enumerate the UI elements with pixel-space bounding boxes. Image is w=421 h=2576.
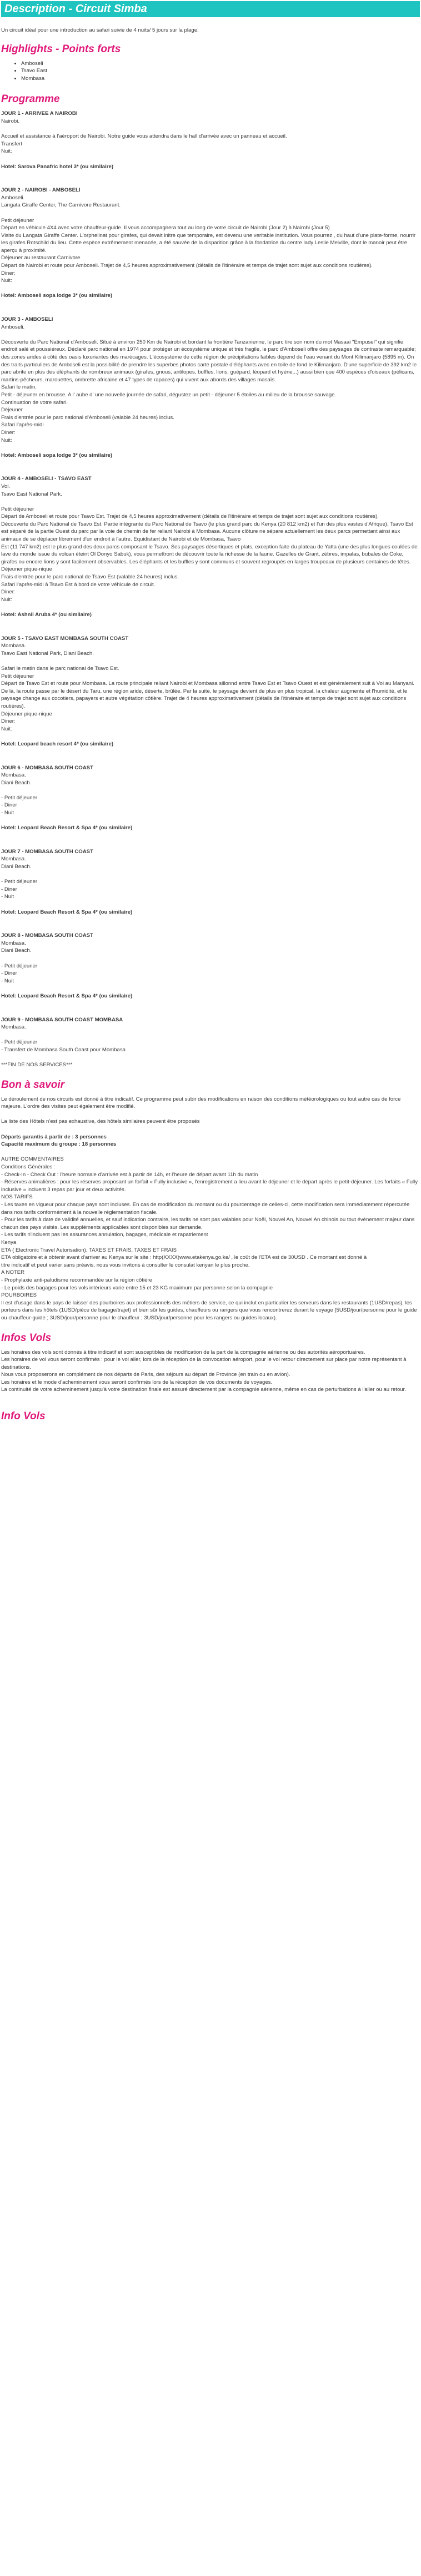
day-line: Diani Beach. xyxy=(1,864,32,870)
day-line: - Diner xyxy=(1,970,17,977)
day-hotel: Hotel: Amboseli sopa lodge 3* (ou similaire) xyxy=(1,452,113,458)
day-title: JOUR 7 - MOMBASA SOUTH COAST xyxy=(1,848,93,855)
day-hotel: Hotel: Sarova Panafric hotel 3* (ou similaire) xyxy=(1,163,114,170)
day-line: - Diner xyxy=(1,802,17,809)
programme-days xyxy=(1,110,420,1068)
day-line: - Petit déjeuner xyxy=(1,962,38,969)
day-line: Déjeuner pique-nique xyxy=(1,710,52,717)
comment-line: - Prophylaxie anti-paludisme recommandée sur la région côtière xyxy=(1,1277,152,1283)
day-hotel: Hotel: Leopard Beach Resort & Spa 4* (ou similaire) xyxy=(1,825,133,831)
day-line: Nuit: xyxy=(1,596,12,603)
day-line: Départ de Tsavo Est et route pour Mombasa. La route principale reliant Nairobi et Mombasa sillonnd entre Tsavo Est et Tsavo Ouest et est généralement suit à Voi au Manyani. De là, la route passe par le désert du Taru, une région aride, déserte, brûlée. Par la suite, le paysage devient de plus en plus tropical, la chaleur augmente et l'humidité, et le paysage change aux cocotiers, papayers et autre végétation côtière. Trajet de 4 heures approximativement (détails de l'itinéraire et temps de trajet sont sujet aux conditions routières). xyxy=(1,680,414,709)
comment-line: - Les taxes en vigueur pour chaque pays sont incluses. En cas de modification du montant ou du pourcentage de celles-ci, cette modification sera immédiatement répercutée dans nos tarifs conformément à la nouvelle réglementation fiscale. xyxy=(1,1202,410,1216)
day-line: - Diner xyxy=(1,886,17,893)
day-line: - Petit déjeuner xyxy=(1,794,38,801)
day-hotel: Hotel: Leopard Beach Resort & Spa 4* (ou similaire) xyxy=(1,992,133,999)
infos-vols-heading: Infos Vols xyxy=(1,1332,52,1344)
comment-line: - Le poids des bagages pour les vols intérieurs varie entre 15 et 23 KG maximum par personne selon la compagnie xyxy=(1,1284,273,1291)
day-line: Safari le matin dans le parc national de Tsavo Est. xyxy=(1,665,119,672)
vols-line: Nous vous proposerons en complément de nos départs de Paris, des séjours au départ de Province (en train ou en avion). xyxy=(1,1372,290,1378)
day-line: - Nuit xyxy=(1,810,14,816)
day-place: Amboseli. xyxy=(1,324,25,330)
day-line xyxy=(1,331,420,339)
day-line: Accueil et assistance à l'aéroport de Nairobi. Notre guide vous attendra dans le hall d'arrivée avec un panneau et accueil. xyxy=(1,133,287,140)
day-line xyxy=(1,787,420,794)
autres-commentaires xyxy=(1,1163,420,1322)
highlight-item: • Mombasa xyxy=(21,75,420,83)
day-title: JOUR 5 - TSAVO EAST MOMBASA SOUTH COAST xyxy=(1,635,129,642)
day-block xyxy=(1,1016,420,1069)
day-line xyxy=(1,125,420,133)
day-line: Diner: xyxy=(1,270,16,276)
comment-line: - Check-In - Check Out : l'heure normale d'arrivée est à partir de 14h, et l'heure de départ avant 11h du matin xyxy=(1,1171,258,1178)
vols-line: La continuité de votre acheminement jusqu'à votre destination finale est assuré directement par la compagnie aérienne, même en cas de perturbations à l'aller ou au retour. xyxy=(1,1387,406,1393)
day-title: JOUR 8 - MOMBASA SOUTH COAST xyxy=(1,932,93,939)
day-line: Petit - déjeuner en brousse. A l' aube d' une nouvelle journée de safari, dégustez un petit - déjeuner 5 étoiles au milieu de la brousse sauvage. xyxy=(1,391,337,398)
day-line: - Nuit xyxy=(1,977,14,984)
day-line xyxy=(1,657,420,665)
day-title: JOUR 9 - MOMBASA SOUTH COAST MOMBASA xyxy=(1,1016,123,1023)
bon-a-savoir-paragraph: Le déroulement de nos circuits est donné à titre indicatif. Ce programme peut subir des modifications en raison des conditions météorologiques ou tout autre cas de force majeure. L'ordre des visites peut également être modifié. xyxy=(1,1096,401,1110)
day-line: Nuit: xyxy=(1,437,12,443)
day-line: Frais d'entrée pour le parc national d'Amboseli (valable 24 heures) inclus. xyxy=(1,414,174,421)
capacite-text: Capacité maximum du groupe : 18 personnes xyxy=(1,1141,117,1148)
day-line: ***FIN DE NOS SERVICES*** xyxy=(1,1062,73,1068)
day-place: Amboseli. xyxy=(1,194,25,201)
day-place: Mombasa. xyxy=(1,772,26,779)
day-line: Est (11 747 km2) est le plus grand des deux parcs composant le Tsavo. Ses paysages désertiques et plats, exception faite du plateau de Yatta (une des plus longues coulées de lave du monde issue du volcan éteint Ol Donyo Sabuk), vous permettront de découvrir toute la richesse de la faune. Gazelles de Grant, zèbres, impalas, bubales de Coke, girafes ou encore lions y sont facilement observables. Les éléphants et les buffles y sont communs et souvent regroupés en larges troupeaux de plusieurs centaines de têtes. xyxy=(1,543,418,565)
title-banner xyxy=(1,1,420,17)
day-line: - Transfert de Mombasa South Coast pour Mombasa xyxy=(1,1046,126,1053)
comment-line: - Les tarifs n'incluent pas les assurances annulation, bagages, médicale et rapatriement xyxy=(1,1232,208,1238)
day-title: JOUR 3 - AMBOSELI xyxy=(1,316,53,323)
day-line: Diani Beach. xyxy=(1,779,32,786)
infos-vols-text xyxy=(1,1349,420,1394)
day-line xyxy=(1,209,420,217)
comment-line: ETA obligatoire et à obtenir avant d'arriver au Kenya sur le site : http(XXXX)www.etakenya.go.ke/ , le coût de l'ETA est de 30USD . Ce montant est donné à xyxy=(1,1254,367,1261)
day-line xyxy=(1,1054,420,1062)
programme-heading: Programme xyxy=(1,93,60,105)
day-line: Petit déjeuner xyxy=(1,217,34,224)
intro-text: Un circuit idéal pour une introduction au safari suivie de 4 nuits/ 5 jours sur la plage. xyxy=(1,27,199,33)
day-line: Déjeuner au restaurant Carnivore xyxy=(1,255,81,261)
day-line xyxy=(1,871,420,879)
day-place: Mombasa. xyxy=(1,643,26,649)
day-block xyxy=(1,316,420,459)
day-place: Mombasa. xyxy=(1,856,26,863)
highlights-heading: Highlights - Points forts xyxy=(1,43,121,55)
day-line: Nuit: xyxy=(1,725,12,732)
day-place: Mombasa. xyxy=(1,940,26,946)
day-block xyxy=(1,764,420,832)
comment-line: A NOTER xyxy=(1,1269,25,1276)
day-place: Nairobi. xyxy=(1,118,20,124)
highlight-item: • Amboseli xyxy=(21,60,420,68)
day-line: - Petit déjeuner xyxy=(1,1039,38,1046)
day-line: Safari le matin. xyxy=(1,384,37,391)
day-hotel: Hotel: Ashnil Aruba 4* (ou similaire) xyxy=(1,612,92,618)
day-line: Langata Giraffe Center, The Carnivore Restaurant. xyxy=(1,202,121,209)
day-title: JOUR 6 - MOMBASA SOUTH COAST xyxy=(1,764,93,771)
day-line: Découverte du Parc National de Tsavo Est. Partie intégrante du Parc National de Tsavo (le plus grand parc du Kenya (20 812 km2) et l'un des plus vastes d'Afrique), Tsavo Est est séparé de la partie Ouest du parc par la voie de chemin de fer reliant Nairobi à Mombasa. Aucune clôture ne sépare actuellement les deux parcs permettant ainsi aux animaux de se déplacer librement d'un endroit à l'autre. Equidistant de Nairobi et de Mombasa, Tsavo xyxy=(1,521,413,543)
comment-line: Il est d'usage dans le pays de laisser des pourboires aux professionnels des métiers de service, ce qui inclut en particulier les serveurs dans les restaurants (1USD/repas), les porteurs dans les hôtels (1USD/pièce de bagage/trajet) et bien sûr les guides, chauffeurs ou rangers que vous rencontrerez durant le voyage (5USD/jour/personne pour le guide ou chauffeur-guide ; 3USD/jour/personne pour le chauffeur ; 3USD/jour/personne pour les rangers ou guides locaux). xyxy=(1,1299,417,1321)
day-line: Diner: xyxy=(1,589,16,596)
comment-line: POURBOIRES xyxy=(1,1292,37,1299)
day-hotel: Hotel: Leopard beach resort 4* (ou similaire) xyxy=(1,740,114,747)
info-vols-heading: Info Vols xyxy=(1,1410,46,1423)
day-line: Petit déjeuner xyxy=(1,673,34,679)
day-hotel: Hotel: Amboseli sopa lodge 3* (ou similaire) xyxy=(1,293,113,299)
comment-line: titre indicatif et peut varier sans préavis, nous vous invitons à consulter le consulat kenyan le plus proche. xyxy=(1,1262,250,1268)
day-block xyxy=(1,475,420,618)
comment-line: - Pour les tarifs à date de validité annuelles, et sauf indication contraire, les tarifs ne sont pas valables pour Noël, Nouvel An, Nouvel An chinois ou tout évènement majeur dans chacun des pays visités. Les suppléments applicables sont disponibles sur demande. xyxy=(1,1217,415,1231)
day-line: Continuation de votre safari. xyxy=(1,399,68,406)
day-line xyxy=(1,1031,420,1039)
highlight-item: • Tsavo East xyxy=(21,67,420,75)
comment-line: ETA ( Electronic Travel Autorisation), TAXES ET FRAIS, TAXES ET FRAIS xyxy=(1,1247,177,1253)
comment-line: Conditions Générales : xyxy=(1,1164,56,1171)
day-line: Diner: xyxy=(1,429,16,436)
comment-line: Kenya xyxy=(1,1239,17,1246)
day-line: Safari l'après-midi xyxy=(1,422,44,429)
autres-commentaires-heading: AUTRE COMMENTAIRES xyxy=(1,1156,64,1163)
day-title: JOUR 4 - AMBOSELI - TSAVO EAST xyxy=(1,476,92,482)
day-hotel: Hotel: Leopard Beach Resort & Spa 4* (ou similaire) xyxy=(1,909,133,915)
day-line: Départ en véhicule 4X4 avec votre chauffeur-guide. Il vous accompagnera tout au long de votre circuit de Nairobi (Jour 2) à Nairobi (Jour 5) xyxy=(1,225,330,231)
page xyxy=(0,1,421,1423)
day-line: Nuit: xyxy=(1,278,12,284)
day-place: Voi. xyxy=(1,483,11,490)
departs-text: Départs garantis à partir de : 3 personnes xyxy=(1,1133,107,1140)
bon-a-savoir-paragraph: La liste des Hôtels n'est pas exhaustive, des hôtels similaires peuvent être proposés xyxy=(1,1118,200,1125)
day-block xyxy=(1,635,420,748)
day-line: Déjeuner xyxy=(1,407,23,414)
day-line: Frais d'entrée pour le parc national de Tsavo Est (valable 24 heures) inclus. xyxy=(1,574,179,581)
day-line: Tsavo East National Park, Diani Beach. xyxy=(1,650,94,657)
day-line: Transfert xyxy=(1,140,23,147)
highlights-list xyxy=(1,60,420,83)
day-block xyxy=(1,848,420,916)
day-line: Diner: xyxy=(1,718,16,725)
day-line: Découverte du Parc National d'Amboseli. Situé à environ 250 Km de Nairobi et bordant la frontière Tanzanienne, le parc tire son nom du mot Masaai "Empusel" qui signifie endroit salé et poussiéreux. Déclaré parc national en 1974 pour protéger un écosystème unique et très fragile, le parc d'Amboseli offre des paysages de contraste remarquable; des zones arides à côté des oasis luxuriantes des marécages. L'écosystème de cette région de précipitations faibles dépend de l'eau venant du Mont Kilimanjaro (5895 m). On des traits particuliers de Amboseli est la possibilité de prendre les superbes photos carte postale d'éléphants avec en toile de fond le Kilimanjaro. D'une superficie de 392 km2 le parc abrite en plus des éléphants de nombreux animaux (girafes, gnous, antilopes, buffles, lions, guépard, léopard et hyène...) aussi bien que 400 espèces d'oiseaux (pélicans, martins-pêcheurs, marouettes, ombrette africaine et 47 types de rapaces) qui vivent aux abords des villages masaïs. xyxy=(1,339,417,383)
day-line: Safari l'après-midi à Tsavo Est à bord de votre véhicule de circuit. xyxy=(1,581,156,588)
day-line: Déjeuner pique-nique xyxy=(1,566,52,573)
day-line: Départ de Amboseli et route pour Tsavo Est. Trajet de 4,5 heures approximativement (détails de l'itinéraire et temps de trajet sont sujet aux conditions routières). xyxy=(1,513,379,520)
day-line: Nuit: xyxy=(1,148,12,155)
day-line: - Petit déjeuner xyxy=(1,879,38,885)
day-line: Petit déjeuner xyxy=(1,506,34,512)
bon-a-savoir-heading: Bon à savoir xyxy=(1,1078,65,1091)
day-line: Diani Beach. xyxy=(1,947,32,954)
day-line: Départ de Nairobi et route pour Amboseli. Trajet de 4,5 heures approximativement (détails de l'itinéraire et temps de trajet sont sujet aux conditions routières). xyxy=(1,263,373,269)
day-place: Mombasa. xyxy=(1,1024,26,1031)
day-line: Visite du Langata Giraffe Center. L'orphelinat pour girafes, qui devait initre que temporaire, est devenu une veritable institution. Vous pourrez , du haut d'une plate-forme, nourrir les girafes Rotschild du lieu. Cette espèce extrêmement menacée, a été sauvée de la disparition grâce à la fondatrice du centre lady Leslie Melville, dont le manoir peut être aperçu à proximité. xyxy=(1,232,416,254)
vols-line: Les horaires de vol vous seront confirmés : pour le vol aller, lors de la réception de la convocation aéroport, pour le vol retour directement sur place par notre représentant à destinations. xyxy=(1,1357,407,1370)
comment-line: NOS TARIFS xyxy=(1,1194,33,1201)
page-title: Description - Circuit Simba xyxy=(4,2,147,15)
vols-line: Les horaires et le mode d'acheminement vous seront confirmés lors de la réception de vos documents de voyages. xyxy=(1,1379,273,1385)
day-line xyxy=(1,498,420,506)
day-line xyxy=(1,955,420,962)
day-block xyxy=(1,110,420,170)
day-block xyxy=(1,932,420,1000)
day-block xyxy=(1,186,420,300)
day-title: JOUR 2 - NAIROBI - AMBOSELI xyxy=(1,187,81,194)
day-line: Tsavo East National Park. xyxy=(1,491,62,497)
comment-line: - Réserves animalières : pour les réserves proposant un forfait « Fully inclusive », l'enregistrement a lieu avant le déjeuner et le départ après le petit-déjeuner. Les forfaits « Fully inclusive » incluent 3 repas par jour et deux activités. xyxy=(1,1179,418,1193)
day-title: JOUR 1 - ARRIVEE A NAIROBI xyxy=(1,110,78,117)
day-line: - Nuit xyxy=(1,894,14,900)
vols-line: Les horaires des vols sont donnés à titre indicatif et sont susceptibles de modification de la part de la compagnie aérienne ou des autorités aéroportuaires. xyxy=(1,1349,365,1355)
